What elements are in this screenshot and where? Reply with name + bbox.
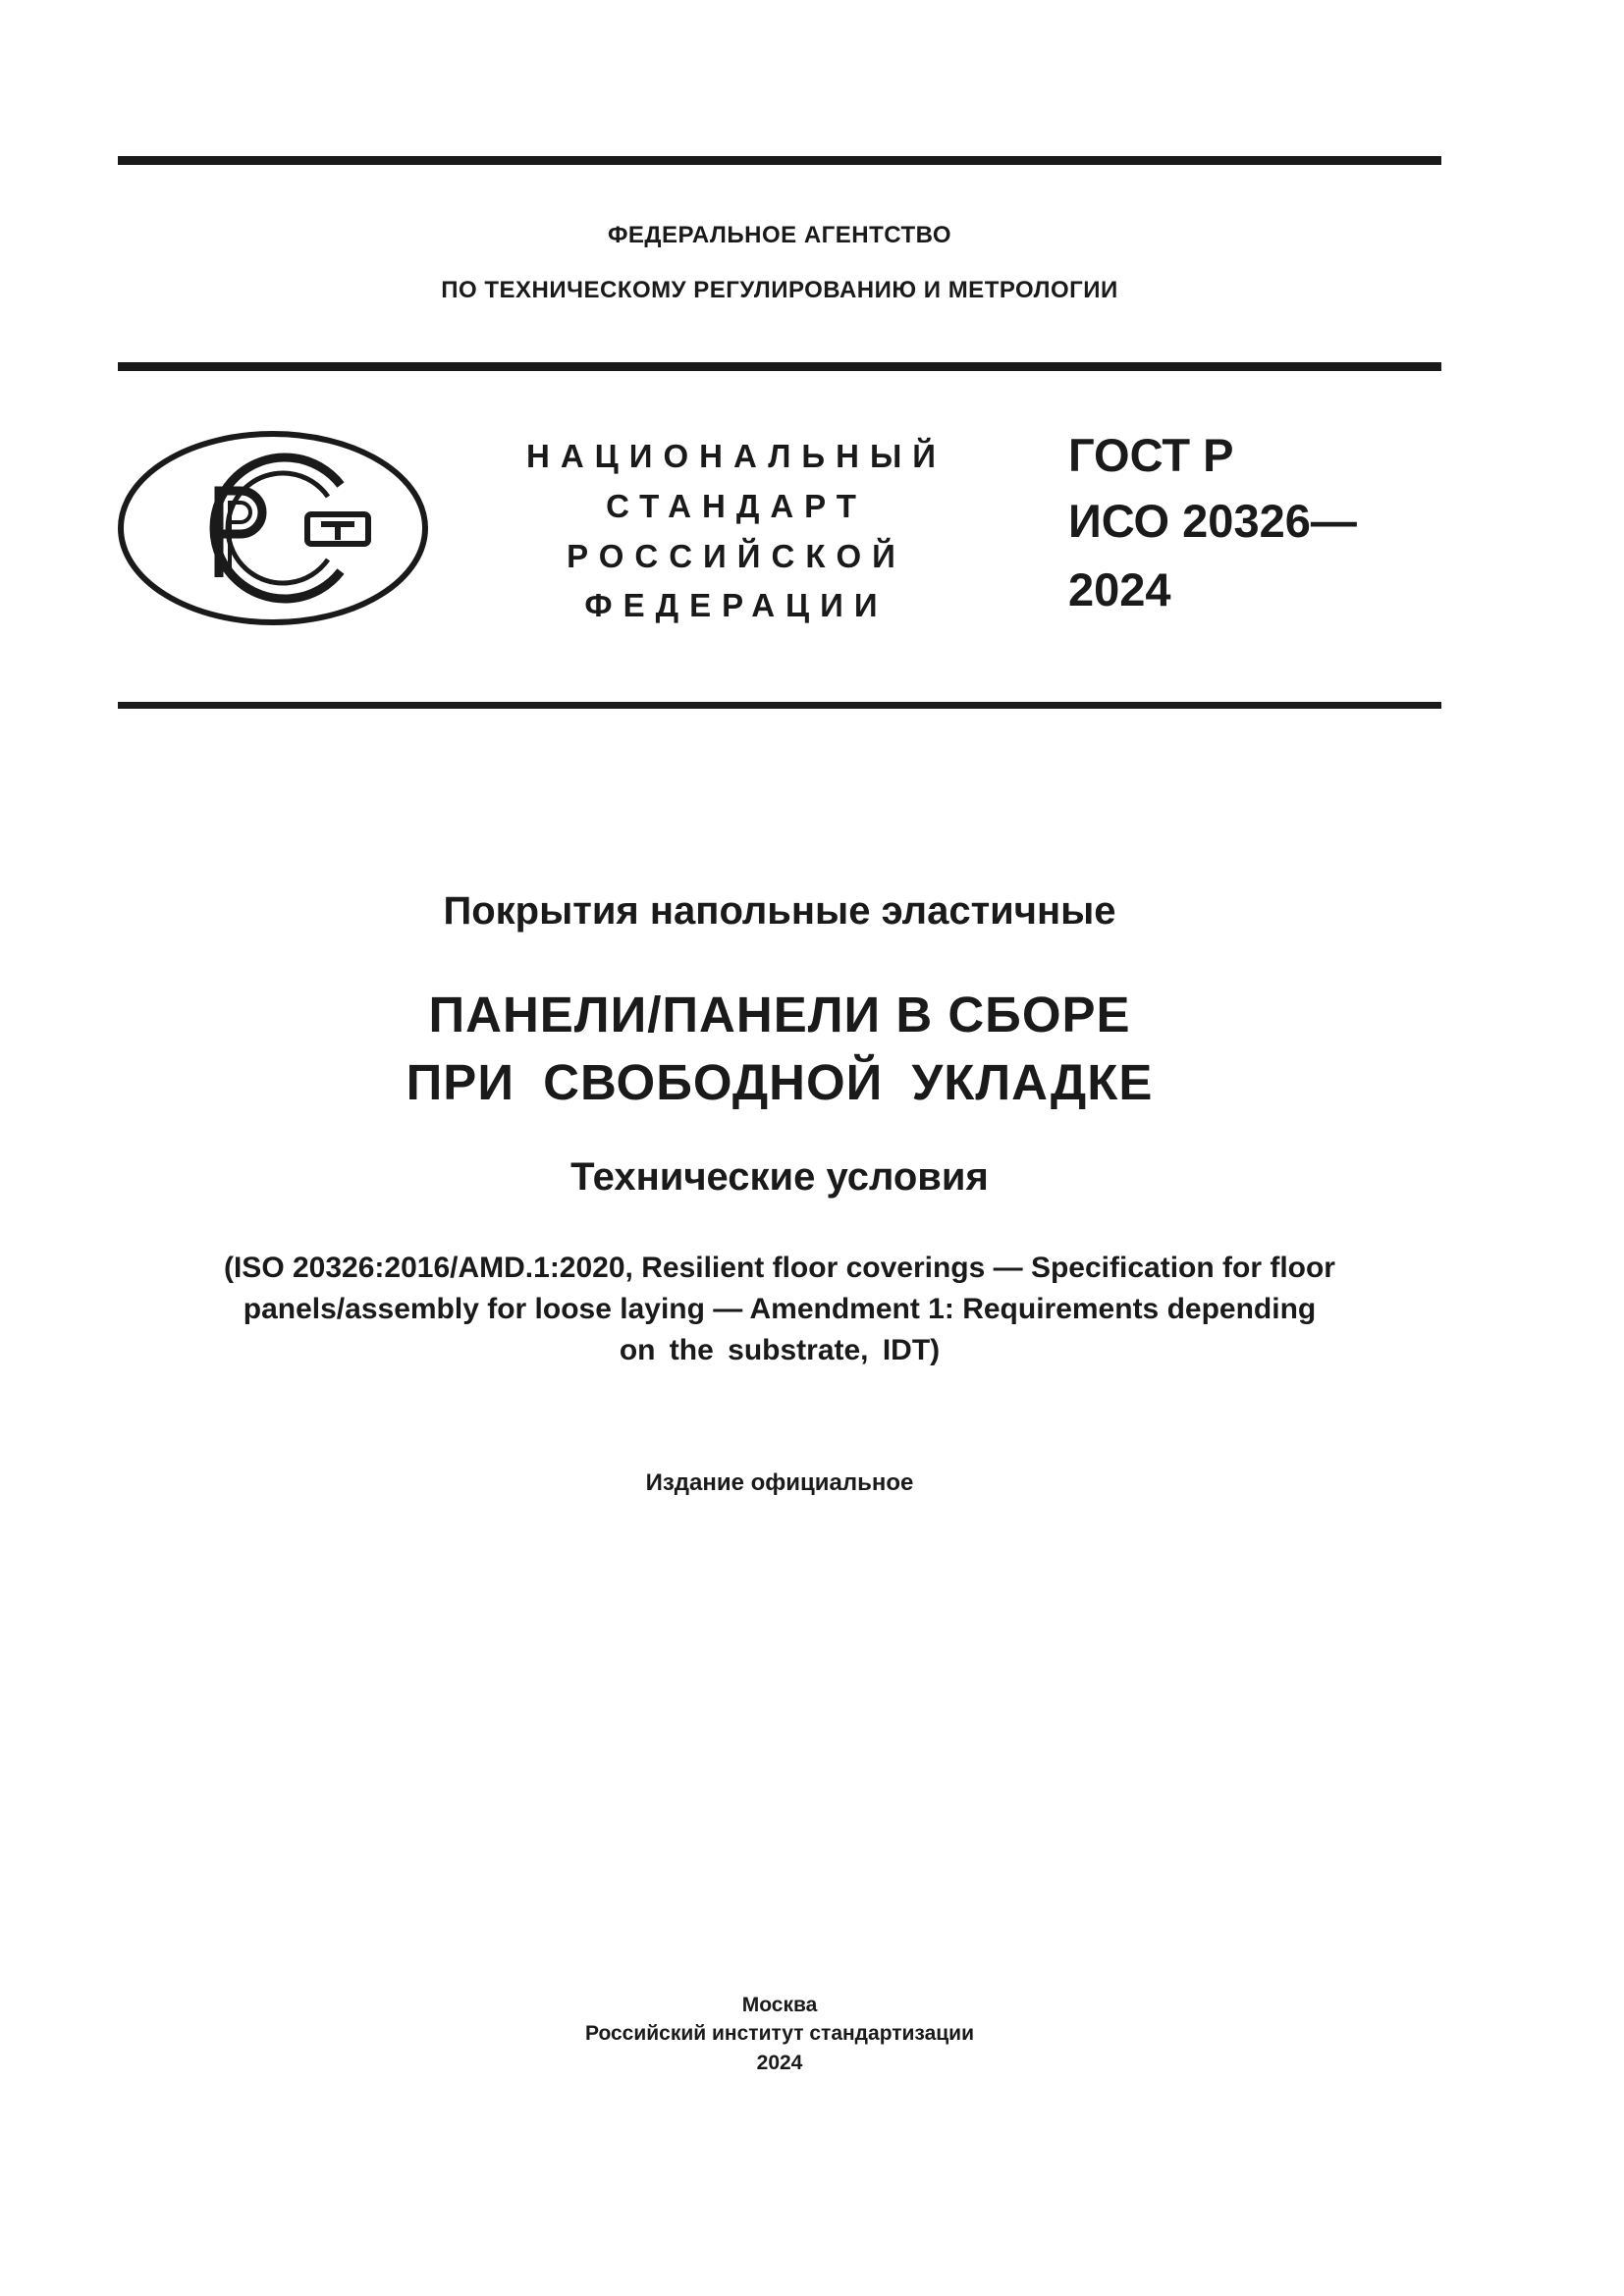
standard-type-line3: РОССИЙСКОЙ <box>567 538 906 574</box>
standard-type-line1: НАЦИОНАЛЬНЫЙ <box>526 438 947 474</box>
technical-conditions-heading: Технические условия <box>570 1155 989 1199</box>
agency-name-line1: ФЕДЕРАЛЬНОЕ АГЕНТСТВО <box>607 222 952 248</box>
standard-type-line2: СТАНДАРТ <box>606 488 867 524</box>
standard-type-line4: ФЕДЕРАЦИИ <box>584 587 889 623</box>
rst-logo-icon <box>115 428 431 628</box>
imprint-city: Москва <box>741 1994 818 2016</box>
document-title-line1: ПАНЕЛИ/ПАНЕЛИ В СБОРЕ <box>428 987 1131 1042</box>
iso-reference-line1: (ISO 20326:2016/AMD.1:2020, Resilient floor coverings — Specification for floor <box>223 1252 1335 1284</box>
iso-reference-line3: on the substrate, IDT) <box>619 1334 941 1366</box>
imprint-publisher: Российский институт стандартизации <box>584 2022 975 2045</box>
top-rule <box>118 156 1441 165</box>
iso-reference-line2: panels/assembly for loose laying — Amendment 1: Requirements depending <box>243 1293 1317 1325</box>
header-rule <box>118 362 1441 371</box>
document-subtitle: Покрытия напольные эластичные <box>443 889 1116 933</box>
designation-line1: ГОСТ Р <box>1068 429 1234 481</box>
designation-line2: ИСО 20326— <box>1068 495 1357 547</box>
designation-line3: 2024 <box>1068 563 1171 615</box>
document-title-line2: ПРИ СВОБОДНОЙ УКЛАДКЕ <box>406 1054 1154 1110</box>
edition-label: Издание официальное <box>645 1469 914 1496</box>
imprint-year: 2024 <box>756 2052 803 2074</box>
logo-block-rule <box>118 702 1441 709</box>
agency-name-line2: ПО ТЕХНИЧЕСКОМУ РЕГУЛИРОВАНИЮ И МЕТРОЛОГИИ <box>441 277 1118 303</box>
